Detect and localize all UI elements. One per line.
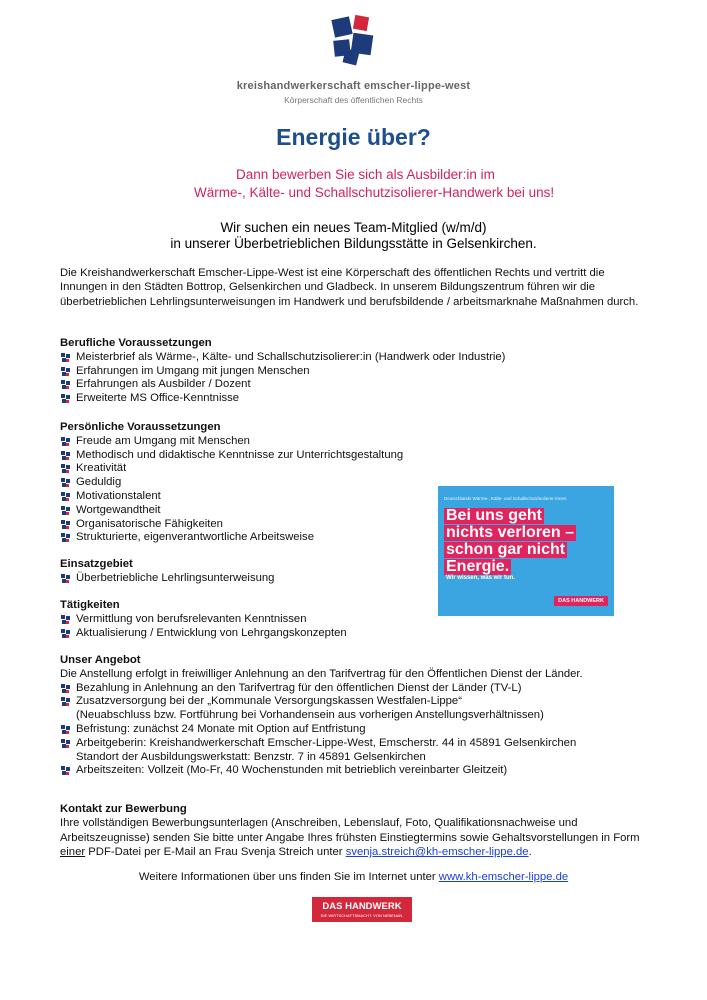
handwerk-logo-slogan: DIE WIRTSCHAFTSMACHT. VON NEBENAN. [320,913,404,918]
contact-section [60,802,650,860]
section-persoenliche-voraussetzungen [60,421,403,545]
bullet-icon [61,394,71,404]
bullet-icon [61,766,71,776]
section-einsatzgebiet [60,558,274,586]
list-item: Bezahlung in Anlehnung an den Tarifvertrag für den öffentlichen Dienst der Länder (TV-L) [60,682,583,696]
bullet-icon [61,353,71,363]
bullet-icon [61,464,71,474]
bullet-icon [61,520,71,530]
job-subtitle-line-1: Wir suchen ein neues Team-Mitglied (w/m/d) [220,220,487,235]
poster-tagline: Wir wissen, was wir tun. [446,575,515,581]
list-item: Geduldig [60,476,403,490]
list-item: Arbeitgeberin: Kreishandwerkerschaft Emscher-Lippe-West, Emscherstr. 44 in 45891 Gelsenkirchen [60,737,583,751]
bullet-icon [61,697,71,707]
list-item: Wortgewandtheit [60,504,403,518]
bullet-icon [61,533,71,543]
list-item: Überbetriebliche Lehrlingsunterweisung [60,572,274,586]
underlined-word: einer [60,846,86,859]
poster-line-4: Energie. [446,558,510,575]
bullet-icon [61,380,71,390]
list-item-continuation: Standort der Ausbildungswerkstatt: Benzstr. 7 in 45891 Gelsenkirchen [76,750,426,763]
call-to-action-line-1: Dann bewerben Sie sich als Ausbilder:in im [236,167,495,182]
list-item: Strukturierte, eigenverantwortliche Arbeitsweise [60,531,403,545]
section-heading: Kontakt zur Bewerbung [60,803,187,815]
list-item: Motivationstalent [60,490,403,504]
list-item: Methodisch und didaktische Kenntnisse zur Unterrichtsgestaltung [60,449,403,463]
org-subtitle: Körperschaft des öffentlichen Rechts [284,95,423,105]
job-subtitle-line-2: in unserer Überbetrieblichen Bildungsstätte in Gelsenkirchen. [170,236,537,251]
intro-paragraph: Die Kreishandwerkerschaft Emscher-Lippe-West ist eine Körperschaft des öffentlichen Rechts und vertritt die Innungen in den Städten Bottrop, Gelsenkirchen und Gladbeck. In unserem Bildungszentrum führen wir die überbetrieblichen Lehrlingsunterweisungen im Handwerk und berufsbildende / arbeitsmarknahe Maßnahmen durch. [60,267,639,308]
bullet-icon [61,615,71,625]
das-handwerk-logo [312,897,412,922]
section-heading: Berufliche Voraussetzungen [60,337,212,349]
page-title: Energie über? [276,124,431,150]
section-heading: Persönliche Voraussetzungen [60,421,221,433]
bullet-icon [61,492,71,502]
bullet-icon [61,739,71,749]
list-item: Befristung: zunächst 24 Monate mit Option auf Entfristung [60,723,583,737]
angebot-intro: Die Anstellung erfolgt in freiwilliger Anlehnung an den Tarifvertrag für den Öffentlichen Dienst der Länder. [60,667,583,680]
handwerk-logo-title: DAS HANDWERK [322,901,402,912]
section-taetigkeiten [60,599,347,640]
poster-headline [444,508,604,576]
campaign-poster [438,486,614,616]
list-item: Arbeitszeiten: Vollzeit (Mo-Fr, 40 Wochenstunden mit betrieblich vereinbarter Gleitzeit) [60,764,583,778]
list-item: Freude am Umgang mit Menschen [60,435,403,449]
bullet-icon [61,629,71,639]
section-unser-angebot [60,654,583,778]
bullet-icon [61,725,71,735]
section-berufliche-voraussetzungen [60,337,505,406]
section-heading: Unser Angebot [60,654,141,666]
contact-text: Ihre vollständigen Bewerbungsunterlagen (Anschreiben, Lebenslauf, Foto, Qualifikationsnachweise und Arbeitszeugnisse) senden Sie bitte unter Angabe Ihres frühsten Einstiegtermins sowie Gehaltsvorstellungen in Form einer PDF-Datei per E-Mail an Frau Svenja Streich unter svenja.streich@kh-emscher-lippe.de. [60,817,640,859]
org-name: kreishandwerkerschaft emscher-lippe-west [236,80,471,92]
bullet-icon [61,478,71,488]
poster-line-3: schon gar nicht [446,541,566,558]
bullet-icon [61,437,71,447]
list-item: Organisatorische Fähigkeiten [60,518,403,532]
list-item: Erfahrungen als Ausbilder / Dozent [60,378,505,392]
further-info: Weitere Informationen über uns finden Sie im Internet unter www.kh-emscher-lippe.de [138,871,569,883]
email-link[interactable]: svenja.streich@kh-emscher-lippe.de [345,846,529,859]
bullet-icon [61,451,71,461]
list-item: Erfahrungen im Umgang mit jungen Menschen [60,365,505,379]
list-item: Meisterbrief als Wärme-, Kälte- und Schallschutzisolierer:in (Handwerk oder Industrie) [60,351,505,365]
list-item-continuation: (Neuabschluss bzw. Fortführung bei Vorhandensein aus vorherigen Anstellungsverhältnissen) [76,709,544,722]
call-to-action-line-2: Wärme-, Kälte- und Schallschutzisolierer-Handwerk bei uns! [194,185,555,200]
section-heading: Tätigkeiten [60,599,120,611]
bullet-icon [61,574,71,584]
poster-handwerk-logo: DAS HANDWERK [554,596,608,606]
list-item: Vermittlung von berufsrelevanten Kenntnissen [60,613,347,627]
poster-line-2: nichts verloren – [446,524,575,541]
kreishandwerkerschaft-logo-icon [330,14,376,66]
list-item: Zusatzversorgung bei der „Kommunale Versorgungskassen Westfalen-Lippe“ [60,695,583,709]
poster-line-1: Bei uns geht [446,507,543,524]
list-item: Aktualisierung / Entwicklung von Lehrgangskonzepten [60,627,347,641]
website-link[interactable]: www.kh-emscher-lippe.de [438,871,569,883]
poster-top-text: Deutschlands Wärme-, Kälte- und Schallschutzisolierer-Innen [444,496,567,501]
section-heading: Einsatzgebiet [60,558,133,570]
list-item: Kreativität [60,462,403,476]
list-item: Erweiterte MS Office-Kenntnisse [60,392,505,406]
bullet-icon [61,684,71,694]
bullet-icon [61,506,71,516]
bullet-icon [61,367,71,377]
